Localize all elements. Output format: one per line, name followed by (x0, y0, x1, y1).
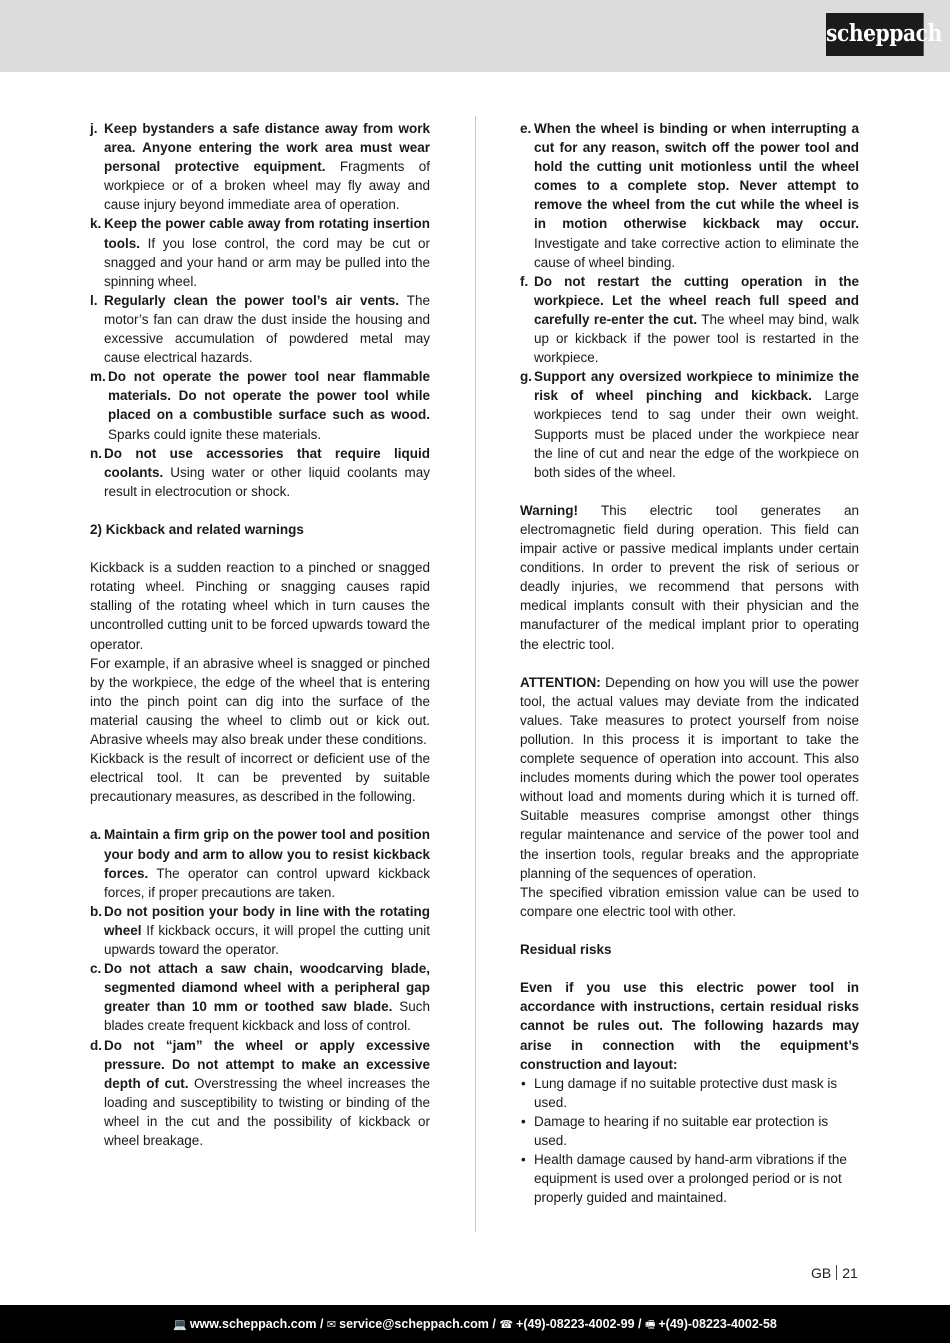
header-band (0, 0, 950, 72)
list-item: g. Support any oversized workpiece to minimize the risk of wheel pinching and kickback. Large workpieces tend to sag under their own weight. Supports must be placed under the workpiece near the line of cut and near the edge of the workpiece on both sides of the wheel. (520, 369, 859, 480)
scheppach-logo: scheppach (826, 13, 924, 56)
list-item: j. Keep bystanders a safe distance away from work area. Anyone entering the work area must wear personal protective equipment. Fragments of workpiece or of a broken wheel may fly away and cause injury beyond immediate area of operation. (90, 121, 431, 213)
paragraph: The specified vibration emission value can be used to compare one electric tool with other. (520, 884, 859, 919)
paragraph: For example, if an abrasive wheel is snagged or pinched by the workpiece, the edge of the wheel that is entering into the pinch point can dig into the surface of the material causing the wheel to climb out or kick out. Abrasive wheels may also break under these conditions. (90, 655, 430, 747)
section-heading-residual-risks: Residual risks (520, 942, 612, 958)
list-item: c. Do not attach a saw chain, woodcarving blade, segmented diamond wheel with a peripheral gap greater than 10 mm or toothed saw blade. Such blades create frequent kickback and loss of control. (90, 961, 430, 1034)
warning-paragraph: Warning! This electric tool generates an electromagnetic field during operation. This field can impair active or passive medical implants under certain conditions. In order to prevent the risk of serious or deadly injuries, we recommend that persons with medical implants consult with their physician and the manufacturer of the medical implant prior to operating the electric tool. (520, 502, 859, 652)
residual-intro: Even if you use this electric power tool in accordance with instructions, certain residual risks cannot be rules out. The following hazards may arise in connection with the equipment’s construction and layout: (520, 980, 859, 1072)
paragraph: Kickback is the result of incorrect or deficient use of the electrical tool. It can be prevented by suitable precautionary measures, as described in the following. (90, 751, 430, 805)
mail-icon: ✉ (326, 1319, 337, 1331)
attention-label: ATTENTION: (520, 674, 601, 690)
bullet-item: • Health damage caused by hand-arm vibrations if the equipment is used over a prolonged period or is not properly guided and maintained. (521, 1152, 847, 1206)
phone-icon: ☎ (499, 1319, 514, 1331)
list-item: k. Keep the power cable away from rotating insertion tools. If you lose control, the cord may be cut or snagged and your hand or arm may be pulled into the spinning wheel. (90, 216, 430, 289)
computer-icon: 💻 (173, 1319, 187, 1331)
left-column (90, 119, 430, 1150)
website-link[interactable]: www.scheppach.com / (189, 1317, 324, 1331)
bullet-item: • Damage to hearing if no suitable ear protection is used. (521, 1113, 829, 1148)
list-item: m. Do not operate the power tool near flammable materials. Do not operate the power tool while placed on a combustible surface such as wood. Sparks could ignite these materials. (90, 369, 430, 442)
list-item: d. Do not “jam” the wheel or apply excessive pressure. Do not attempt to make an excessive depth of cut. Overstressing the wheel increases the loading and susceptibility to twisting or binding of the wheel in the cut and the possibility of kickback or wheel breakage. (90, 1037, 430, 1148)
column-divider (475, 116, 476, 1232)
list-item: f. Do not restart the cutting operation in the workpiece. Let the wheel reach full speed and carefully re-enter the cut. The wheel may bind, walk up or kickback if the power tool is restarted in the workpiece. (520, 273, 859, 366)
list-item: b. Do not position your body in line with the rotating wheel If kickback occurs, it will propel the cutting unit upwards toward the operator. (90, 903, 430, 958)
phone-number: +(49)-08223-4002-99 / (516, 1317, 642, 1331)
right-column (520, 119, 859, 1207)
paragraph: Kickback is a sudden reaction to a pinched or snagged rotating wheel. Pinching or snagging causes rapid stalling of the rotating wheel which in turn causes the uncontrolled cutting unit to be forced upwards toward the operator. (90, 560, 430, 652)
list-item: e. When the wheel is binding or when interrupting a cut for any reason, switch off the power tool and hold the cutting unit motionless until the wheel comes to a complete stop. Never attempt to remove the wheel from the cut while the wheel is in motion otherwise kickback may occur. Investigate and take corrective action to eliminate the cause of wheel binding. (520, 121, 859, 270)
footer-bar (0, 1305, 950, 1343)
section-heading-kickback: 2) Kickback and related warnings (90, 521, 304, 537)
list-item: n. Do not use accessories that require liquid coolants. Using water or other liquid coolants may result in electrocution or shock. (90, 445, 430, 499)
email-link[interactable]: service@scheppach.com / (339, 1317, 496, 1331)
list-item: l. Regularly clean the power tool’s air vents. The motor’s fan can draw the dust inside the housing and excessive accumulation of powdered metal may cause electrical hazards. (90, 292, 430, 366)
fax-number: +(49)-08223-4002-58 (658, 1317, 777, 1331)
fax-icon: 🖷 (644, 1319, 656, 1331)
page-number: GB 21 (811, 1265, 858, 1281)
attention-paragraph: ATTENTION: Depending on how you will use the power tool, the actual values may deviate from the indicated values. Take measures to protect yourself from noise pollution. In this process it is important to take the complete sequence of operation into account. This also includes moments during which the power tool operates without load and moments during which it is turned off. Suitable measures comprise amongst other things regular maintenance and service of the power tool and the insertion tools, regular breaks and the appropriate planning of the sequences of operation. (520, 674, 859, 881)
warning-label: Warning! (520, 502, 578, 518)
bullet-item: • Lung damage if no suitable protective dust mask is used. (521, 1075, 838, 1110)
list-item: a. Maintain a firm grip on the power tool and position your body and arm to allow you to resist kickback forces. The operator can control upward kickback forces, if proper precautions are taken. (90, 827, 430, 900)
